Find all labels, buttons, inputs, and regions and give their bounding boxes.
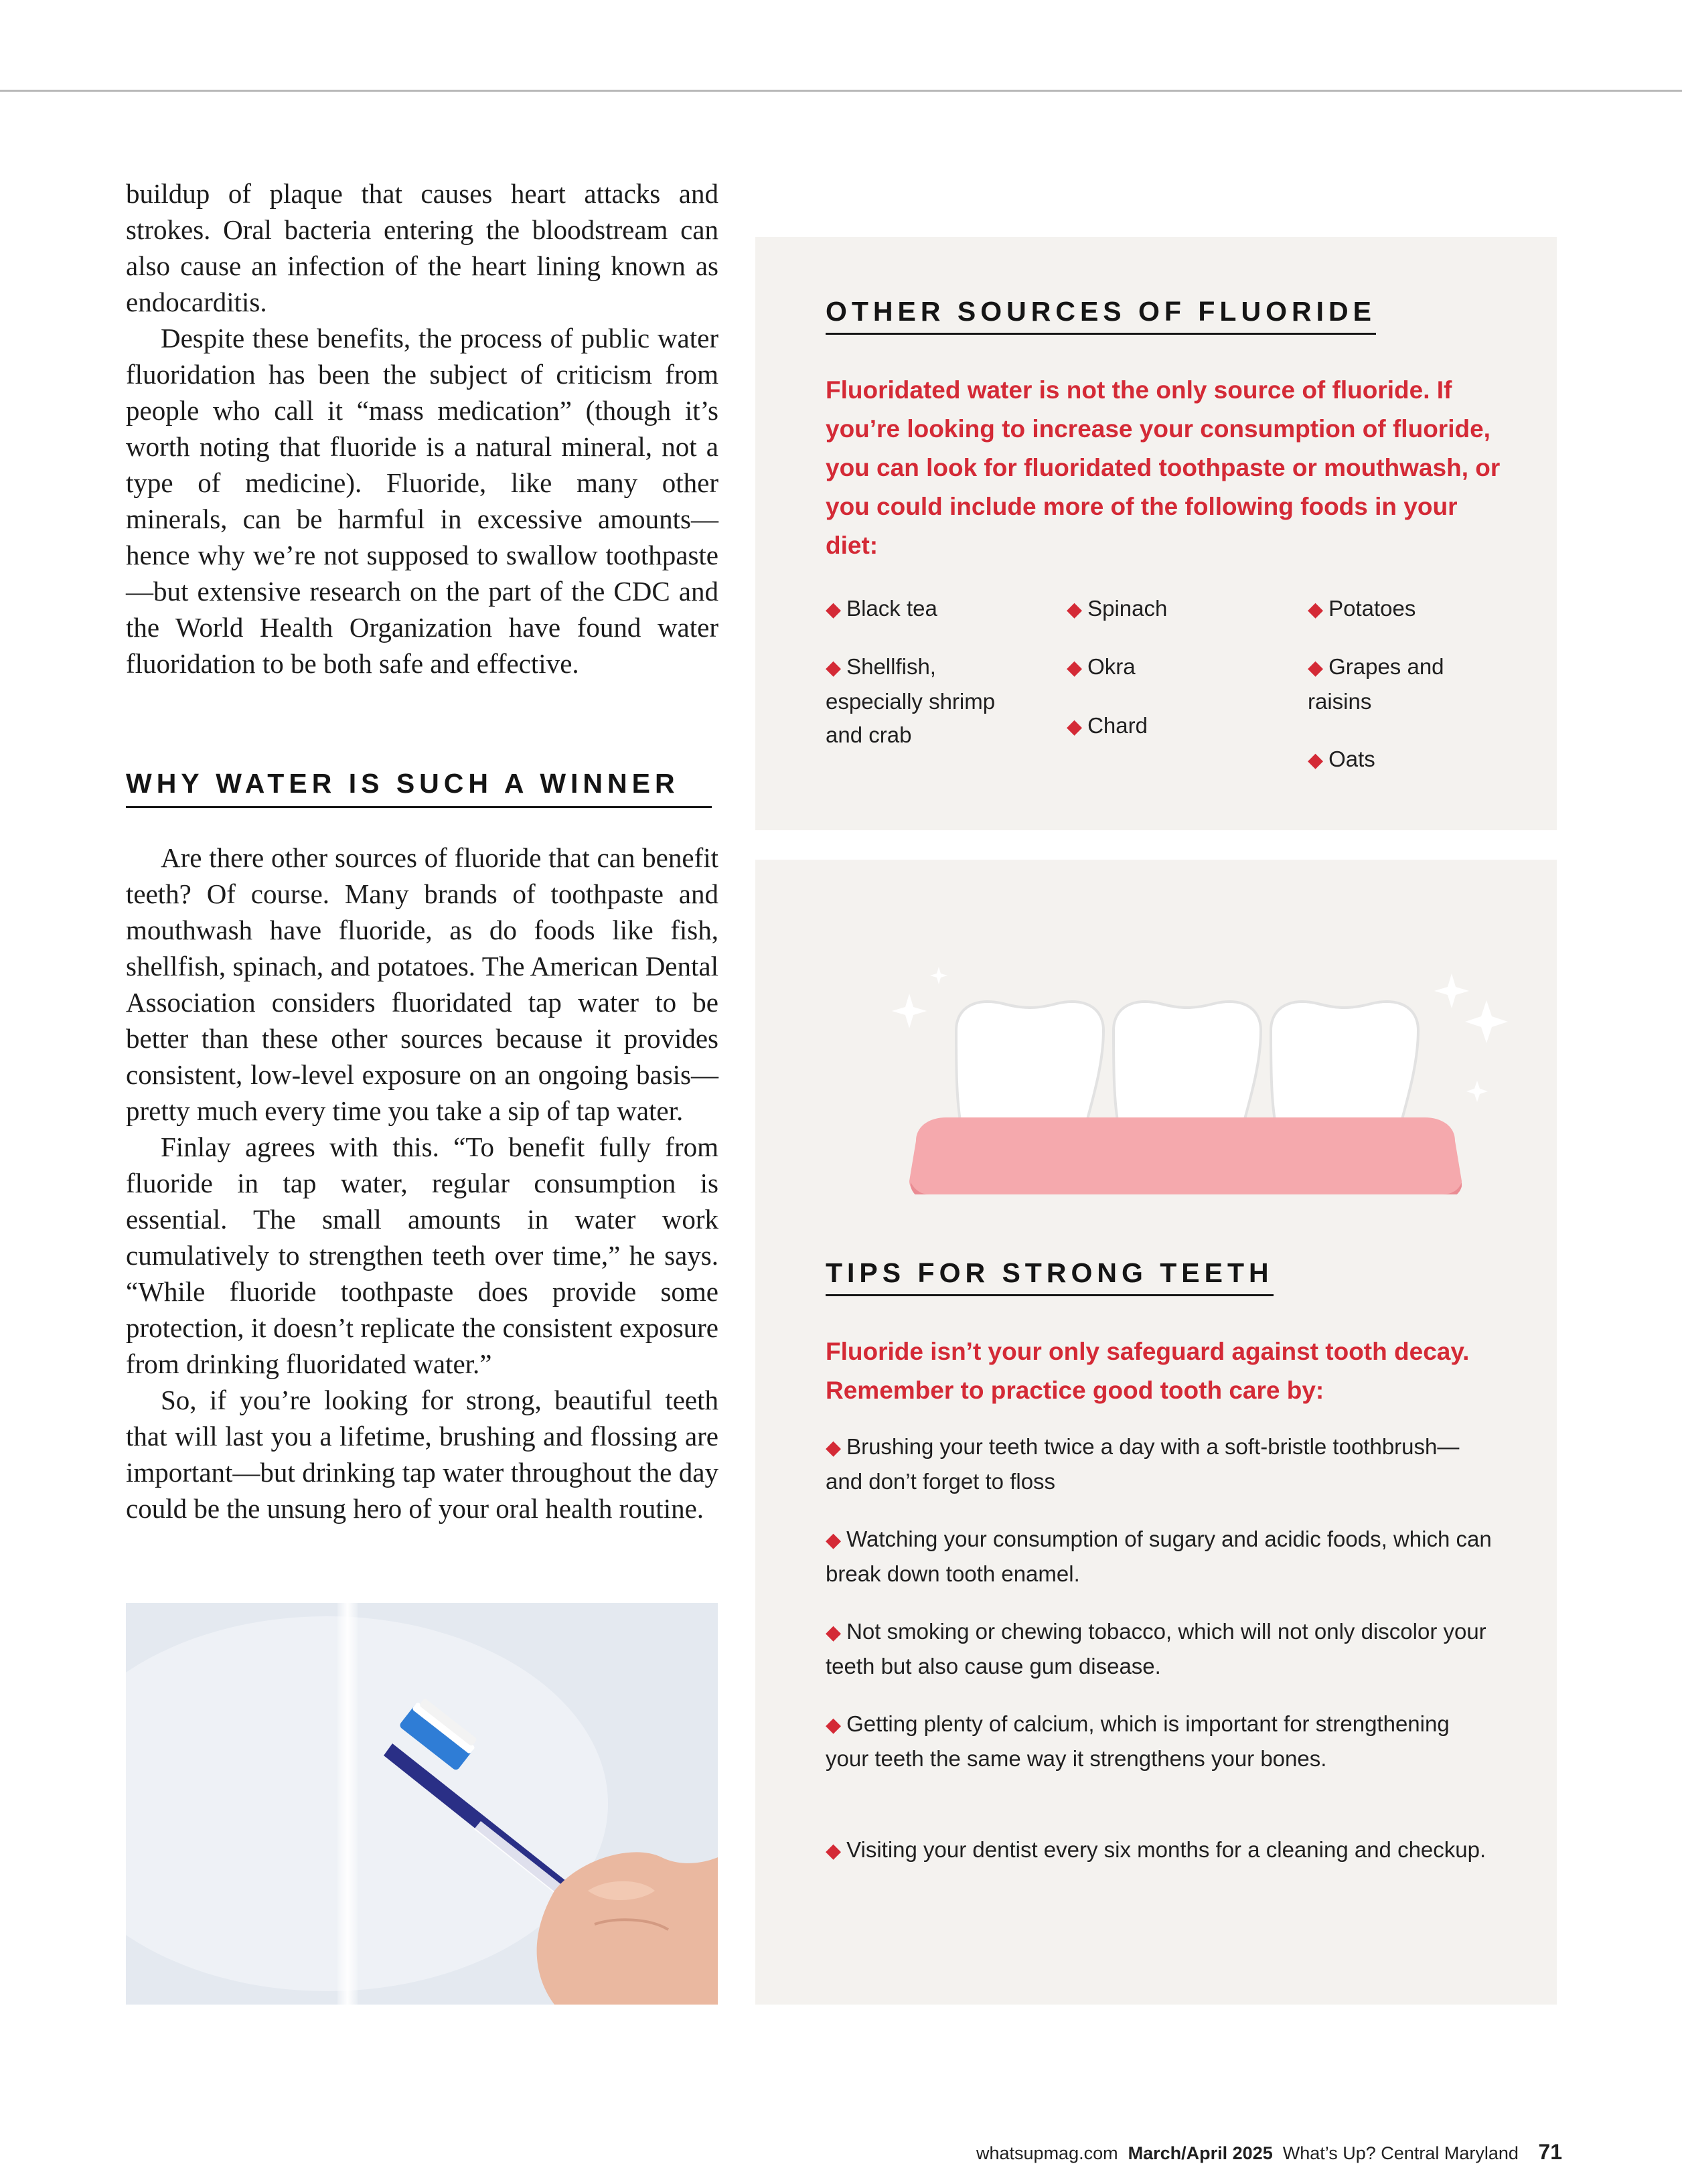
food-item: ◆ Potatoes [1308, 596, 1416, 621]
section-heading: WHY WATER IS SUCH A WINNER [126, 768, 712, 808]
diamond-bullet-icon: ◆ [1067, 599, 1083, 621]
footer-site: whatsupmag.com [976, 2143, 1118, 2163]
article-paragraph-5: So, if you’re looking for strong, beautiful teeth that will last you a lifetime, brushing and flossing are important—but drinking tap water throughout the day could be the unsung hero of your oral health routine. [126, 1385, 718, 1524]
diamond-bullet-icon: ◆ [1308, 749, 1324, 771]
tip-item: ◆ Visiting your dentist every six months for a cleaning and checkup. [826, 1837, 1486, 1862]
fluoride-box-lead: Fluoridated water is not the only source of fluoride. If you’re looking to increase your consumption of fluoride, you can look for fluoridated toothpaste or mouthwash, or you could include more of the following foods in your diet: [826, 376, 1501, 559]
tips-box-heading: TIPS FOR STRONG TEETH [826, 1257, 1274, 1296]
diamond-bullet-icon: ◆ [1067, 716, 1083, 738]
food-item: ◆ Shellfish, especially shrimp and crab [826, 654, 996, 747]
sparkle-icon [1466, 1081, 1488, 1102]
diamond-bullet-icon: ◆ [826, 1714, 842, 1736]
article-paragraph-1: buildup of plaque that causes heart attacks and strokes. Oral bacteria entering the bloodstream can also cause an infection of the heart lining known as endocarditis. [126, 178, 718, 317]
diamond-bullet-icon: ◆ [826, 599, 842, 621]
top-rule [0, 90, 1682, 92]
tooth-icon [956, 1002, 1103, 1134]
diamond-bullet-icon: ◆ [1308, 599, 1324, 621]
food-item: ◆ Spinach [1067, 596, 1168, 621]
page-number: 71 [1538, 2140, 1562, 2164]
tips-box-lead: Fluoride isn’t your only safeguard against tooth decay. Remember to practice good tooth care by: [826, 1338, 1470, 1404]
food-item: ◆ Okra [1067, 654, 1136, 679]
tooth-icon [1271, 1002, 1418, 1134]
food-item: ◆ Chard [1067, 713, 1148, 738]
tooth-icon [1114, 1002, 1261, 1134]
diamond-bullet-icon: ◆ [1067, 657, 1083, 679]
tips-box [755, 860, 1557, 2005]
diamond-bullet-icon: ◆ [826, 1437, 842, 1459]
toothbrush-illustration [126, 1603, 718, 2005]
teeth-illustration [795, 913, 1519, 1194]
tip-item: ◆ Brushing your teeth twice a day with a soft-bristle toothbrush—and don’t forget to floss [826, 1434, 1460, 1494]
diamond-bullet-icon: ◆ [1308, 657, 1324, 679]
tip-item: ◆ Watching your consumption of sugary and acidic foods, which can break down tooth enamel. [826, 1527, 1492, 1586]
diamond-bullet-icon: ◆ [826, 1840, 842, 1862]
fluoride-box-heading: OTHER SOURCES OF FLUORIDE [826, 296, 1376, 335]
sparkle-icon [930, 967, 947, 984]
food-item: ◆ Oats [1308, 747, 1375, 771]
footer-issue: March/April 2025 [1128, 2143, 1273, 2163]
article-paragraph-3: Are there other sources of fluoride that can benefit teeth? Of course. Many brands of toothpaste and mouthwash have fluoride, as do foods like fish, shellfish, spinach, and potatoes. The American Dental Association considers fluoridated tap water to be better than these other sources because it provides consistent, low-level exposure on an ongoing basis—pretty much every time you take a sip of tap water. [126, 842, 718, 1126]
diamond-bullet-icon: ◆ [826, 1622, 842, 1644]
page-footer [976, 2140, 1562, 2165]
article-paragraph-4: Finlay agrees with this. “To benefit fully from fluoride in tap water, regular consumption is essential. The small amounts in water work cumulatively to strengthen teeth over time,” he says. “While fluoride toothpaste does provide some protection, it doesn’t replicate the consistent exposure from drinking fluoridated water.” [126, 1132, 718, 1379]
article-paragraph-2: Despite these benefits, the process of public water fluoridation has been the subject of criticism from people who call it “mass medication” (though it’s worth noting that fluoride is a natural mineral, not a type of medicine). Fluoride, like many other minerals, can be harmful in excessive amounts—hence why we’re not supposed to swallow toothpaste—but extensive research on the part of the CDC and the World Health Organization have found water fluoridation to be both safe and effective. [126, 323, 718, 679]
water-stream [337, 1603, 358, 2005]
sparkle-icon [1465, 1000, 1508, 1043]
gum-shape [909, 1117, 1462, 1194]
tip-item: ◆ Not smoking or chewing tobacco, which will not only discolor your teeth but also cause gum disease. [826, 1619, 1486, 1679]
diamond-bullet-icon: ◆ [826, 1529, 842, 1551]
toothbrush-photo [126, 1603, 718, 2005]
sparkle-icon [1434, 973, 1469, 1008]
tip-item: ◆ Getting plenty of calcium, which is important for strengthening your teeth the same way it strengthens your bones. [826, 1711, 1450, 1771]
food-item: ◆ Grapes and raisins [1308, 654, 1444, 714]
diamond-bullet-icon: ◆ [826, 657, 842, 679]
fluoride-sources-box [755, 237, 1557, 830]
footer-magazine: What’s Up? Central Maryland [1282, 2143, 1519, 2163]
sparkle-icon [892, 994, 927, 1028]
article-block-b [126, 840, 718, 1527]
food-item: ◆ Black tea [826, 596, 937, 621]
article-block-a [126, 175, 718, 682]
